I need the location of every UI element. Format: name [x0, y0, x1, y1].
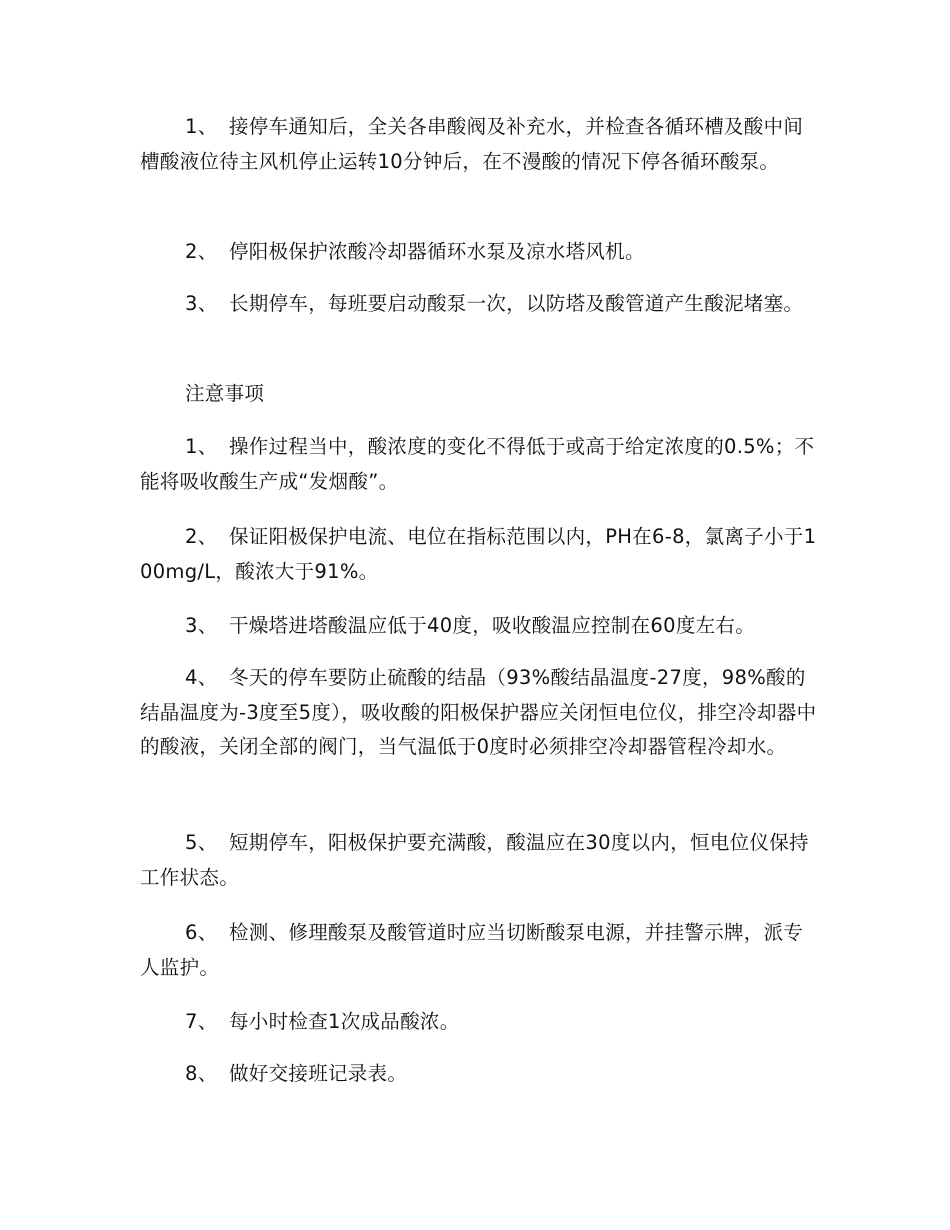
step-number: 1、	[185, 115, 218, 138]
note-number: 4、	[185, 666, 218, 689]
step-text: 停阳极保护浓酸冷却器循环水泵及凉水塔风机。	[229, 240, 645, 263]
note-number: 8、	[185, 1062, 218, 1085]
step-number: 3、	[185, 292, 218, 315]
step-text: 长期停车，每班要启动酸泵一次，以防塔及酸管道产生酸泥堵塞。	[229, 292, 804, 315]
step-text: 接停车通知后，全关各串酸阀及补充水，并检查各循环槽及酸中间槽酸液位待主风机停止运转10分钟后，在不漫酸的情况下停各循环酸泵。	[140, 115, 804, 173]
shutdown-step-1	[140, 110, 820, 179]
note-text: 短期停车，阳极保护要充满酸，酸温应在30度以内，恒电位仪保持工作状态。	[140, 831, 809, 889]
note-number: 6、	[185, 921, 218, 944]
note-text: 冬天的停车要防止硫酸的结晶（93%酸结晶温度-27度，98%酸的结晶温度为-3度至5度），吸收酸的阳极保护器应关闭恒电位仪，排空冷却器中的酸液，关闭全部的阀门，当气温低于0度时必须排空冷却器管程冷却水。	[140, 666, 817, 758]
note-3	[140, 609, 820, 644]
note-2	[140, 520, 820, 589]
note-number: 2、	[185, 525, 218, 548]
notes-heading: 注意事项	[185, 382, 265, 405]
note-text: 操作过程当中，酸浓度的变化不得低于或高于给定浓度的0.5%；不能将吸收酸生产成“发烟酸”。	[140, 435, 815, 493]
step-number: 2、	[185, 240, 218, 263]
note-5	[140, 826, 820, 895]
note-text: 检测、修理酸泵及酸管道时应当切断酸泵电源，并挂警示牌，派专人监护。	[140, 921, 804, 979]
shutdown-step-2	[140, 235, 820, 270]
note-text: 每小时检查1次成品酸浓。	[229, 1010, 460, 1033]
note-4	[140, 661, 820, 765]
note-8	[140, 1057, 820, 1092]
note-number: 7、	[185, 1010, 218, 1033]
note-number: 1、	[185, 435, 218, 458]
note-text: 做好交接班记录表。	[229, 1062, 408, 1085]
note-6	[140, 916, 820, 985]
note-number: 3、	[185, 614, 218, 637]
shutdown-step-3	[140, 287, 820, 322]
note-number: 5、	[185, 831, 218, 854]
note-7	[140, 1005, 820, 1040]
note-text: 保证阳极保护电流、电位在指标范围以内，PH在6-8，氯离子小于100mg/L，酸浓大于91%。	[140, 525, 817, 583]
note-text: 干燥塔进塔酸温应低于40度，吸收酸温应控制在60度左右。	[229, 614, 756, 637]
note-1	[140, 430, 820, 499]
